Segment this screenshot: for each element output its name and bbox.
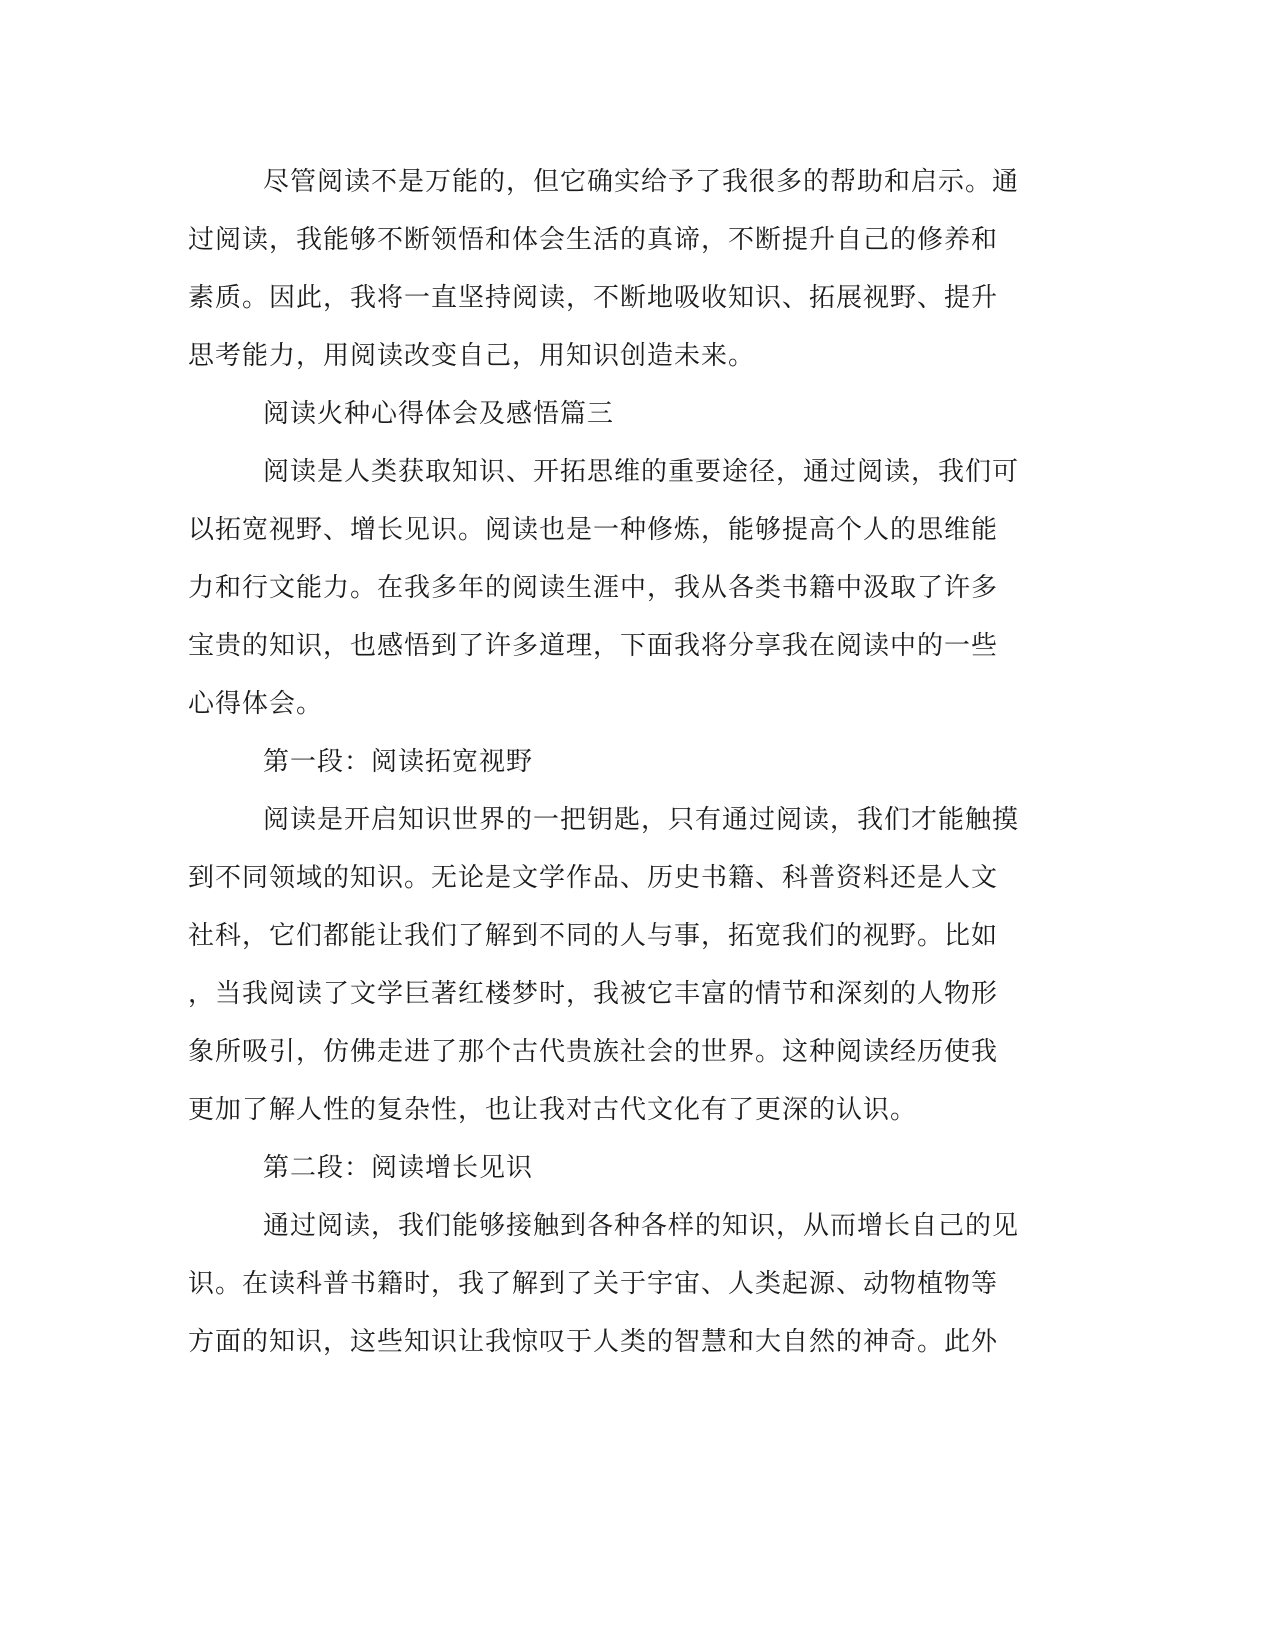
text-line: 过阅读，我能够不断领悟和体会生活的真谛，不断提升自己的修养和: [188, 225, 999, 255]
text-line: 社科，它们都能让我们了解到不同的人与事，拓宽我们的视野。比如: [188, 921, 999, 951]
text-line: 阅读是开启知识世界的一把钥匙，只有通过阅读，我们才能触摸: [263, 805, 1020, 835]
text-line: 素质。因此，我将一直坚持阅读，不断地吸收知识、拓展视野、提升: [188, 283, 999, 313]
text-line: 心得体会。: [188, 689, 324, 719]
text-line: 阅读是人类获取知识、开拓思维的重要途径，通过阅读，我们可: [263, 457, 1020, 487]
text-line: ，当我阅读了文学巨著红楼梦时，我被它丰富的情节和深刻的人物形: [188, 979, 999, 1009]
paragraph-heading: 第一段：阅读拓宽视野: [263, 747, 534, 777]
text-line: 识。在读科普书籍时，我了解到了关于宇宙、人类起源、动物植物等: [188, 1269, 999, 1299]
text-line: 力和行文能力。在我多年的阅读生涯中，我从各类书籍中汲取了许多: [188, 573, 999, 603]
text-line: 到不同领域的知识。无论是文学作品、历史书籍、科普资料还是人文: [188, 863, 999, 893]
text-line: 尽管阅读不是万能的，但它确实给予了我很多的帮助和启示。通: [263, 167, 1020, 197]
section-heading: 阅读火种心得体会及感悟篇三: [263, 399, 615, 429]
text-line: 以拓宽视野、增长见识。阅读也是一种修炼，能够提高个人的思维能: [188, 515, 999, 545]
text-line: 方面的知识，这些知识让我惊叹于人类的智慧和大自然的神奇。此外: [188, 1327, 999, 1357]
text-line: 宝贵的知识，也感悟到了许多道理，下面我将分享我在阅读中的一些: [188, 631, 999, 661]
text-line: 更加了解人性的复杂性，也让我对古代文化有了更深的认识。: [188, 1095, 918, 1125]
text-line: 象所吸引，仿佛走进了那个古代贵族社会的世界。这种阅读经历使我: [188, 1037, 999, 1067]
paragraph-heading: 第二段：阅读增长见识: [263, 1153, 534, 1183]
text-line: 思考能力，用阅读改变自己，用知识创造未来。: [188, 341, 756, 371]
text-line: 通过阅读，我们能够接触到各种各样的知识，从而增长自己的见: [263, 1211, 1020, 1241]
